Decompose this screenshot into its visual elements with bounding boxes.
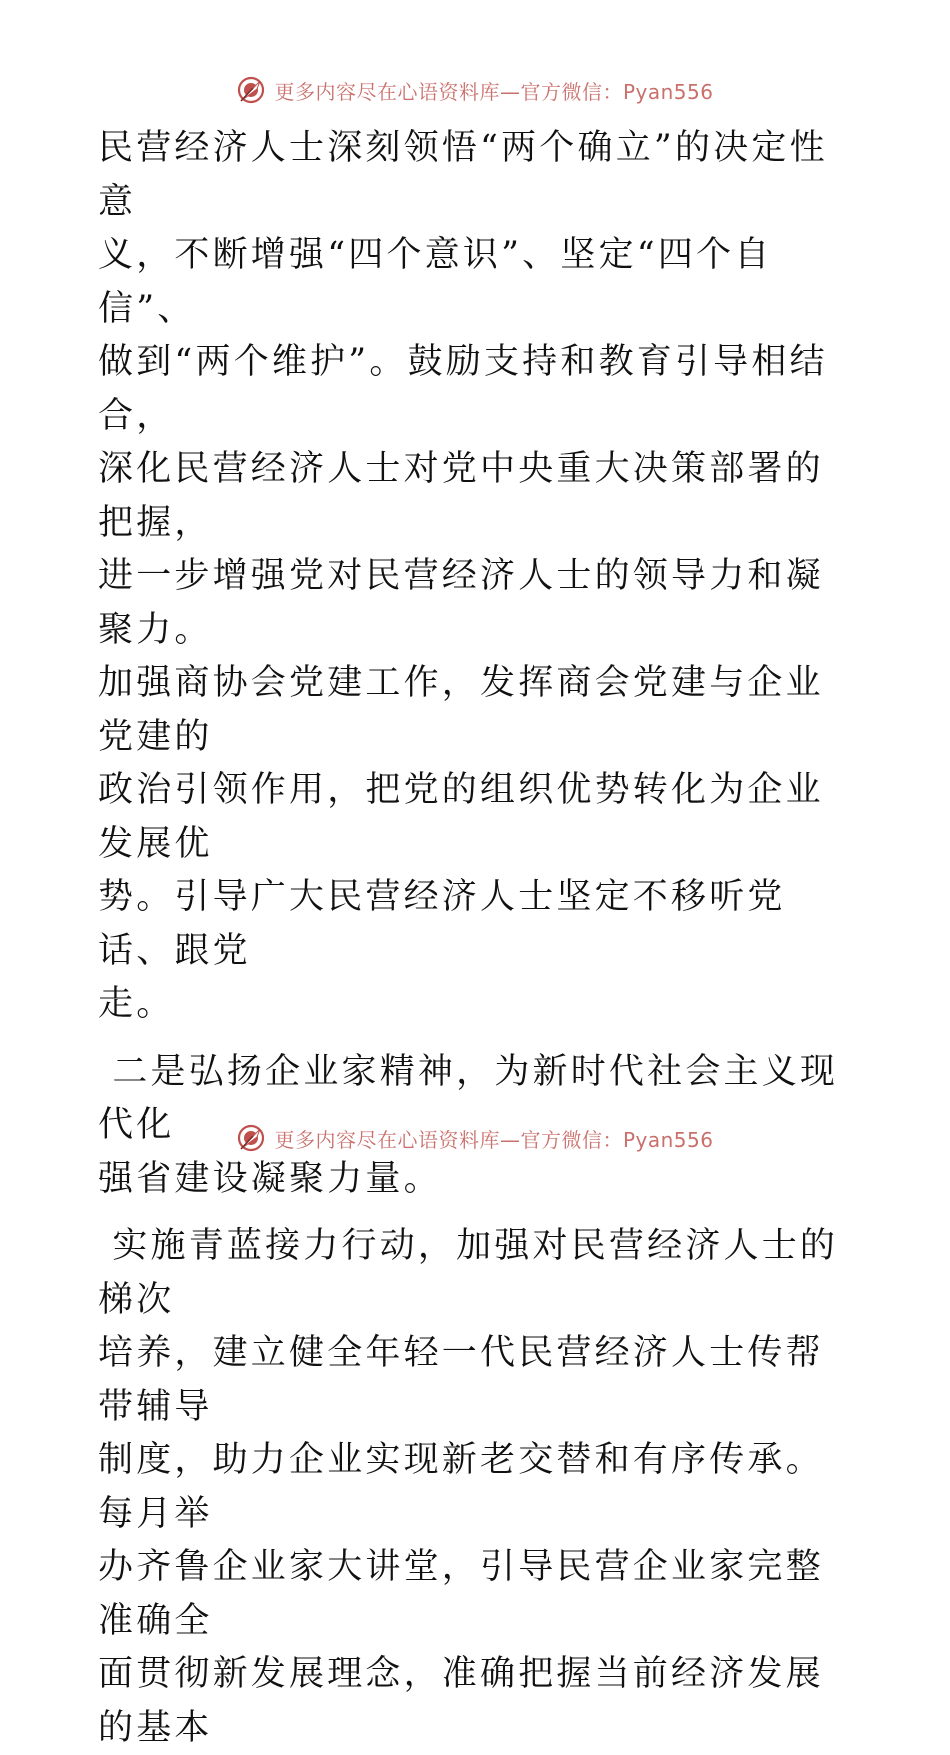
header-watermark-banner (0, 70, 950, 110)
body-paragraph-1: 民营经济人士深刻领悟“两个确立”的决定性意 义，不断增强“四个意识”、坚定“四个自信”、 做到“两个维护”。鼓励支持和教育引导相结合， 深化民营经济人士对党中央重大决策部署的把握， 进一步增强党对民营经济人士的领导力和凝聚力。 加强商协会党建工作，发挥商会党建与企业党建的 政治引领作用，把党的组织优势转化为企业发展优 势。引导广大民营经济人士坚定不移听党话、跟党 走。 (98, 128, 828, 1024)
feather-pen-circle-logo-icon (236, 1123, 266, 1153)
feather-pen-circle-logo-icon (236, 75, 266, 105)
body-paragraph-2: 二是弘扬企业家精神，为新时代社会主义现代化 强省建设凝聚力量。 (98, 1051, 839, 1199)
header-watermark-text: 更多内容尽在心语资料库—官方微信：Pyan556 (274, 79, 714, 104)
footer-watermark-banner (0, 1118, 950, 1158)
footer-watermark-text: 更多内容尽在心语资料库—官方微信：Pyan556 (274, 1127, 714, 1152)
body-paragraph-3: 实施青蓝接力行动，加强对民营经济人士的梯次 培养，建立健全年轻一代民营经济人士传帮带辅导 制度，助力企业实现新老交替和有序传承。每月举 办齐鲁企业家大讲堂，引导民营企业家完整准确全 面贯彻新发展理念，准确把握当前经济发展的基本 (98, 1226, 839, 1748)
document-body (98, 122, 858, 1755)
